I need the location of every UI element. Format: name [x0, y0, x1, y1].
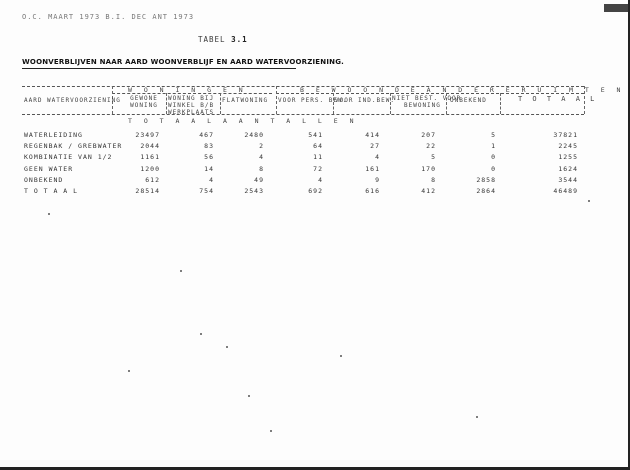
- row-label: GEEN WATER: [24, 164, 74, 173]
- col-header-voor-pers-bew: VOOR PERS. BEW.: [278, 97, 348, 104]
- row-label: ONBEKEND: [24, 175, 64, 184]
- col-header-niet-best-voor-bewoning: NIET BEST. VOOR BEWONING: [392, 95, 462, 109]
- table-title: WOONVERBLIJVEN NAAR AARD WOONVERBLIJF EN AARD WATERVOORZIENING.: [22, 58, 345, 66]
- group-header-woningen: W O N I N G E N: [128, 86, 247, 94]
- table-cell: 37821: [553, 131, 578, 139]
- row-label: T O T A A L: [24, 187, 79, 195]
- table-cell: 2044: [140, 142, 160, 151]
- table-cell: 5: [491, 131, 496, 139]
- col-rule: [276, 86, 277, 114]
- col-header-flatwoning: FLATWONING: [222, 97, 269, 104]
- table-cell: 1255: [558, 153, 578, 162]
- table-cell: 23497: [135, 131, 160, 139]
- scan-speck: [180, 270, 182, 272]
- scan-speck: [476, 416, 478, 418]
- table-cell: 1624: [558, 164, 578, 173]
- col-rule: [220, 93, 221, 114]
- scan-speck: [200, 333, 202, 335]
- table-number: [198, 35, 248, 44]
- table-cell: 0: [491, 164, 496, 173]
- table-cell: 612: [145, 175, 160, 184]
- table-number-value: 3.1: [231, 35, 248, 44]
- table-cell: 754: [199, 187, 214, 195]
- table-cell: 72: [313, 164, 323, 173]
- table-cell: 4: [375, 153, 380, 162]
- scan-speck: [270, 430, 272, 432]
- table-cell: 207: [421, 131, 436, 139]
- title-underline: [22, 68, 296, 69]
- table-label: TABEL: [198, 35, 226, 44]
- table-cell: 2543: [244, 187, 264, 195]
- col-header-voor-ind-bew: VOOR IND.BEW.: [335, 97, 395, 104]
- table-cell: 4: [259, 153, 264, 162]
- group-header-andere-ruimten: B E W O O N D E A N D E R E R U I M T E N: [300, 86, 625, 94]
- table-cell: 11: [313, 153, 323, 162]
- table-cell: 14: [204, 164, 214, 173]
- table-cell: 22: [426, 142, 436, 151]
- row-label: REGENBAK / GREBWATER: [24, 142, 123, 151]
- table-cell: 49: [254, 175, 264, 184]
- col-header-gewone-woning: GEWONE WONING: [130, 95, 158, 109]
- scan-speck: [226, 346, 228, 348]
- table-cell: 64: [313, 142, 323, 151]
- scan-speck: [248, 395, 250, 397]
- page-header-line: O.C. MAART 1973 B.I. DEC ANT 1973: [22, 13, 195, 21]
- table-cell: 1: [491, 142, 496, 151]
- col-rule: [166, 93, 167, 114]
- header-bottom-rule: [22, 114, 584, 115]
- col-header-watervoorziening: AARD WATERVOORZIENING: [24, 97, 121, 104]
- table-cell: 46489: [553, 187, 578, 195]
- col-header-woning-bij-winkel: WONING BIJ WINKEL B/B WERKPLAATS: [168, 95, 215, 116]
- table-cell: 5: [431, 153, 436, 162]
- table-cell: 414: [365, 131, 380, 139]
- table-cell: 2: [259, 142, 264, 151]
- col-rule: [500, 93, 501, 114]
- table-cell: 692: [308, 187, 323, 195]
- table-cell: 83: [204, 142, 214, 151]
- table-cell: 4: [209, 175, 214, 184]
- scan-speck: [48, 213, 50, 215]
- scan-speck: [128, 370, 130, 372]
- table-cell: 2480: [244, 131, 264, 139]
- row-label: WATERLEIDING: [24, 131, 83, 139]
- table-cell: 467: [199, 131, 214, 139]
- section-label-totaal-aantallen: T O T A A L A A N T A L L E N: [128, 117, 358, 125]
- table-cell: 3544: [558, 175, 578, 184]
- table-cell: 2858: [476, 175, 496, 184]
- col-header-onbekend: ONBEKEND: [450, 97, 487, 104]
- table-cell: 1200: [140, 164, 160, 173]
- table-cell: 8: [259, 164, 264, 173]
- table-cell: 1161: [140, 153, 160, 162]
- table-cell: 2864: [476, 187, 496, 195]
- table-cell: 616: [365, 187, 380, 195]
- scan-speck: [588, 200, 590, 202]
- table-cell: 56: [204, 153, 214, 162]
- table-cell: 412: [421, 187, 436, 195]
- table-cell: 541: [308, 131, 323, 139]
- table-cell: 28514: [135, 187, 160, 195]
- table-cell: 161: [365, 164, 380, 173]
- table-cell: 9: [375, 175, 380, 184]
- table-cell: 0: [491, 153, 496, 162]
- table-cell: 170: [421, 164, 436, 173]
- table-cell: 8: [431, 175, 436, 184]
- scan-speck: [340, 355, 342, 357]
- table-cell: 27: [370, 142, 380, 151]
- table-cell: 2245: [558, 142, 578, 151]
- table-cell: 4: [318, 175, 323, 184]
- scan-edge-mark: [604, 4, 628, 12]
- col-header-totaal: T O T A A L: [518, 95, 598, 103]
- row-label: KOMBINATIE VAN 1/2: [24, 153, 113, 162]
